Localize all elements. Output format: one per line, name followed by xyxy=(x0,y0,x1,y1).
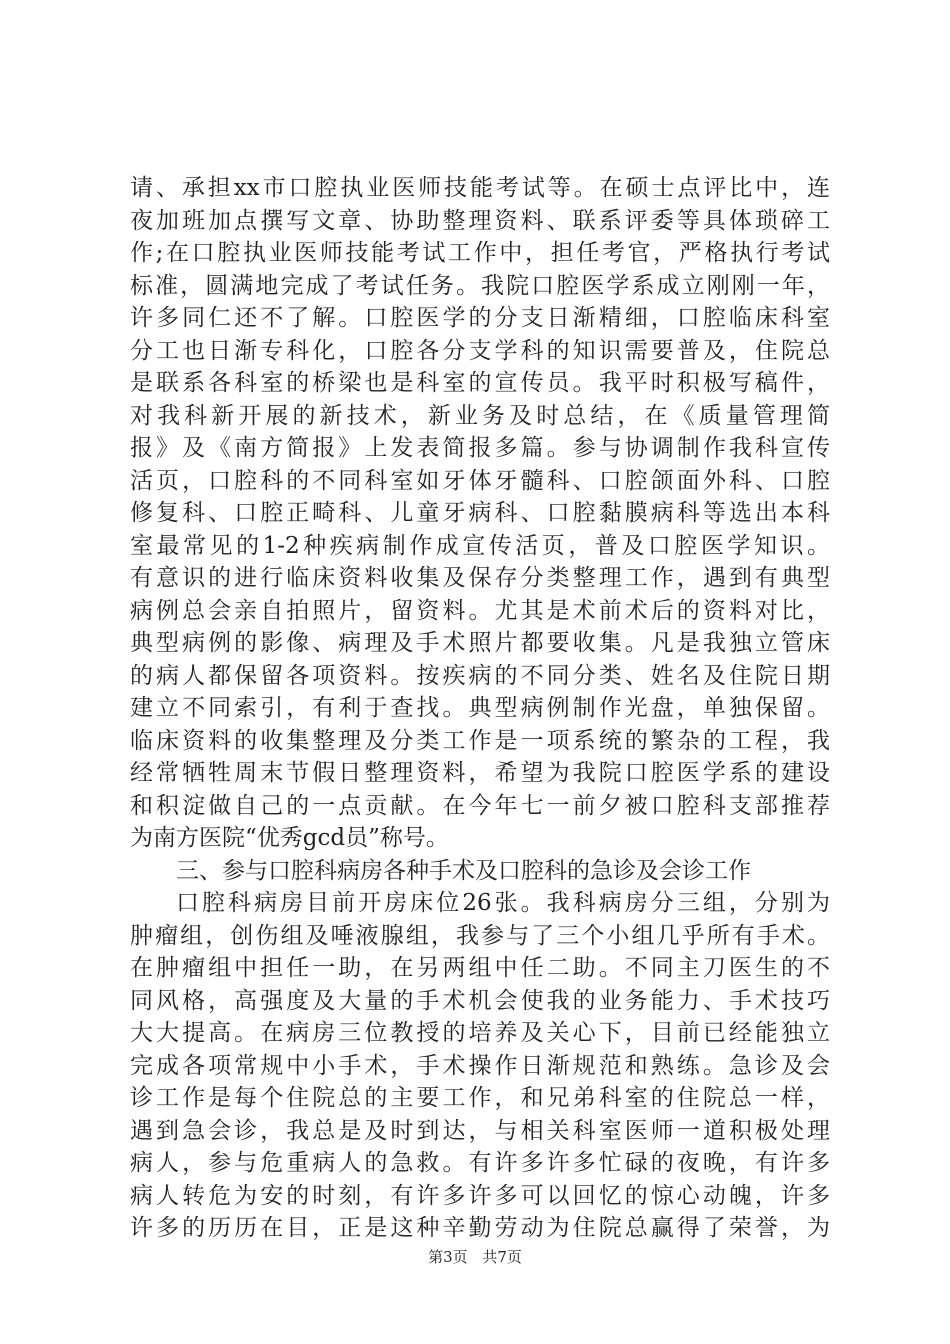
text-line: 标准，圆满地完成了考试任务。我院口腔医学系成立刚刚一年， xyxy=(130,272,830,299)
section-heading: 三、参与口腔科病房各种手术及口腔科的急诊及会诊工作 xyxy=(176,857,751,884)
text-line: 病人转危为安的时刻，有许多许多可以回忆的惊心动魄，许多 xyxy=(130,1182,830,1209)
text-line: 分工也日渐专科化，口腔各分支学科的知识需要普及，住院总 xyxy=(130,337,830,364)
text-line: 和积淀做自己的一点贡献。在今年七一前夕被口腔科支部推荐 xyxy=(130,792,830,819)
text-line: 的病人都保留各项资料。按疾病的不同分类、姓名及住院日期 xyxy=(130,662,830,689)
text-line: 为南方医院“优秀gcd员”称号。 xyxy=(130,825,449,851)
text-line: 活页，口腔科的不同科室如牙体牙髓科、口腔颌面外科、口腔 xyxy=(130,467,830,494)
text-line: 夜加班加点撰写文章、协助整理资料、联系评委等具体琐碎工 xyxy=(130,207,830,234)
text-line: 病人，参与危重病人的急救。有许多许多忙碌的夜晚，有许多 xyxy=(130,1150,830,1176)
text-line: 在肿瘤组中担任一助，在另两组中任二助。不同主刀医生的不 xyxy=(130,955,830,981)
text-line: 有意识的进行临床资料收集及保存分类整理工作，遇到有典型 xyxy=(130,565,830,591)
text-line: 建立不同索引，有利于查找。典型病例制作光盘，单独保留。 xyxy=(130,695,830,721)
text-line: 许多的历历在目，正是这种辛勤劳动为住院总赢得了荣誉，为 xyxy=(130,1215,830,1241)
body-text xyxy=(130,172,830,1245)
text-line: 完成各项常规中小手术，手术操作日渐规范和熟练。急诊及会 xyxy=(130,1052,830,1079)
text-line: 典型病例的影像、病理及手术照片都要收集。凡是我独立管床 xyxy=(130,630,830,656)
page-number: 第3页 xyxy=(428,1248,468,1266)
text-line: 诊工作是每个住院总的主要工作，和兄弟科室的住院总一样， xyxy=(130,1085,830,1111)
text-line: 经常牺牲周末节假日整理资料，希望为我院口腔医学系的建设 xyxy=(130,760,830,786)
text-line: 临床资料的收集整理及分类工作是一项系统的繁杂的工程，我 xyxy=(130,727,830,754)
text-line: 报》及《南方简报》上发表简报多篇。参与协调制作我科宣传 xyxy=(130,435,830,461)
text-line: 肿瘤组，创伤组及唾液腺组，我参与了三个小组几乎所有手术。 xyxy=(130,922,830,949)
paragraph-first-line: 口腔科病房目前开房床位26张。我科病房分三组，分别为 xyxy=(176,890,830,916)
text-line: 请、承担xx市口腔执业医师技能考试等。在硕士点评比中，连 xyxy=(130,175,830,201)
text-line: 室最常见的1-2种疾病制作成宣传活页，普及口腔医学知识。 xyxy=(130,532,830,559)
text-line: 同风格，高强度及大量的手术机会使我的业务能力、手术技巧 xyxy=(130,987,830,1014)
text-line: 是联系各科室的桥梁也是科室的宣传员。我平时积极写稿件， xyxy=(130,370,830,396)
text-line: 遇到急会诊，我总是及时到达，与相关科室医师一道积极处理 xyxy=(130,1117,830,1144)
text-line: 病例总会亲自拍照片，留资料。尤其是术前术后的资料对比， xyxy=(130,597,830,624)
page-footer xyxy=(0,1246,950,1267)
text-line: 对我科新开展的新技术，新业务及时总结，在《质量管理简 xyxy=(130,402,830,429)
text-line: 许多同仁还不了解。口腔医学的分支日渐精细，口腔临床科室 xyxy=(130,305,830,331)
text-line: 作;在口腔执业医师技能考试工作中，担任考官，严格执行考试 xyxy=(130,240,830,266)
text-line: 修复科、口腔正畸科、儿童牙病科、口腔黏膜病科等选出本科 xyxy=(130,500,830,526)
page-total: 共7页 xyxy=(482,1248,522,1266)
text-line: 大大提高。在病房三位教授的培养及关心下，目前已经能独立 xyxy=(130,1020,830,1046)
